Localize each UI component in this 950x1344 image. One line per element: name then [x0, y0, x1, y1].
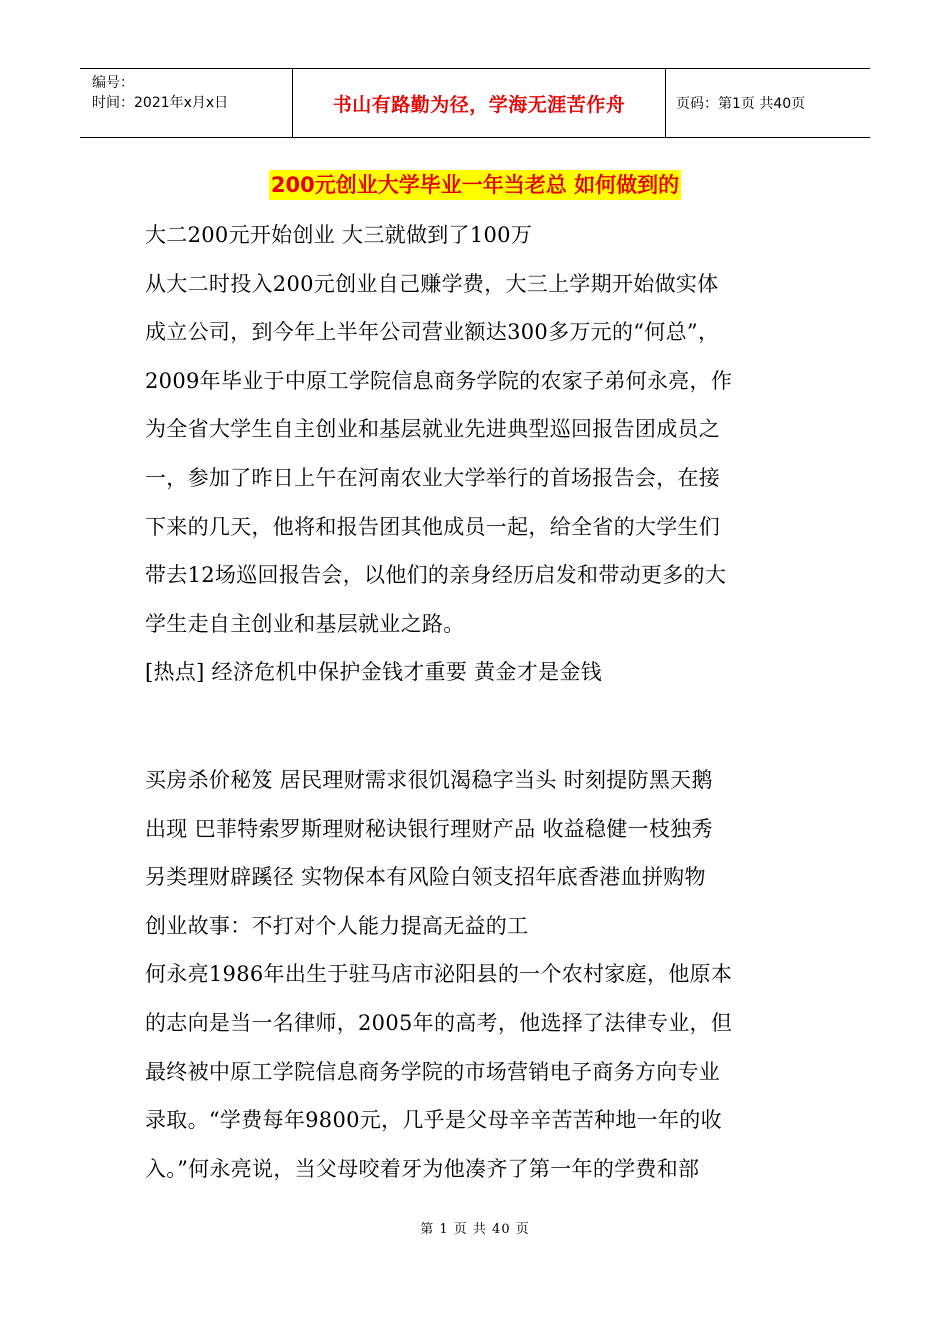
body-line: 入。”何永亮说，当父母咬着牙为他凑齐了第一年的学费和部 — [145, 1156, 700, 1181]
body-line: 最终被中原工学院信息商务学院的市场营销电子商务方向专业 — [145, 1059, 721, 1084]
title-container — [0, 170, 950, 200]
body-line: 一，参加了昨日上午在河南农业大学举行的首场报告会，在接 — [145, 465, 721, 490]
body-line: 下来的几天，他将和报告团其他成员一起，给全省的大学生们 — [145, 514, 721, 539]
header-meta — [80, 69, 293, 137]
body-line: 的志向是当一名律师，2005年的高考，他选择了法律专业，但 — [145, 1010, 733, 1035]
page-footer: 第 1 页 共 40 页 — [420, 1222, 530, 1237]
body-line: 学生走自主创业和基层就业之路。 — [145, 611, 465, 636]
body-line: 买房杀价秘笈 居民理财需求很饥渴稳字当头 时刻提防黑天鹅 — [145, 768, 713, 792]
body-block-bottom — [145, 756, 810, 1193]
body-line: 带去12场巡回报告会，以他们的亲身经历启发和带动更多的大 — [145, 563, 727, 588]
body-line: 出现 巴菲特索罗斯理财秘诀银行理财产品 收益稳健一枝独秀 — [145, 816, 713, 841]
body-block-top — [145, 211, 810, 697]
time-label: 时间：2021年x月x日 — [92, 95, 229, 111]
header-page-info: 页码：第1页 共40页 — [676, 96, 806, 112]
number-label: 编号： — [92, 75, 134, 91]
body-line: 创业故事：不打对个人能力提高无益的工 — [145, 913, 529, 938]
body-line: 大二200元开始创业 大三就做到了100万 — [145, 223, 533, 247]
body-line: 何永亮1986年出生于驻马店市泌阳县的一个农村家庭，他原本 — [145, 962, 733, 987]
header-motto: 书山有路勤为径，学海无涯苦作舟 — [293, 69, 666, 137]
document-title: 200元创业大学毕业一年当老总 如何做到的 — [269, 170, 681, 200]
body-line: 录取。“学费每年9800元，几乎是父母辛辛苦苦种地一年的收 — [145, 1108, 722, 1133]
body-line: 2009年毕业于中原工学院信息商务学院的农家子弟何永亮，作 — [145, 368, 733, 393]
body-line: 成立公司，到今年上半年公司营业额达300多万元的“何总”， — [145, 320, 720, 345]
document-header — [80, 68, 870, 138]
body-line: 为全省大学生自主创业和基层就业先进典型巡回报告团成员之 — [145, 417, 721, 442]
body-line: [热点] 经济危机中保护金钱才重要 黄金才是金钱 — [145, 660, 602, 685]
body-line: 从大二时投入200元创业自己赚学费，大三上学期开始做实体 — [145, 271, 719, 296]
body-line: 另类理财辟蹊径 实物保本有风险白领支招年底香港血拼购物 — [145, 865, 706, 890]
